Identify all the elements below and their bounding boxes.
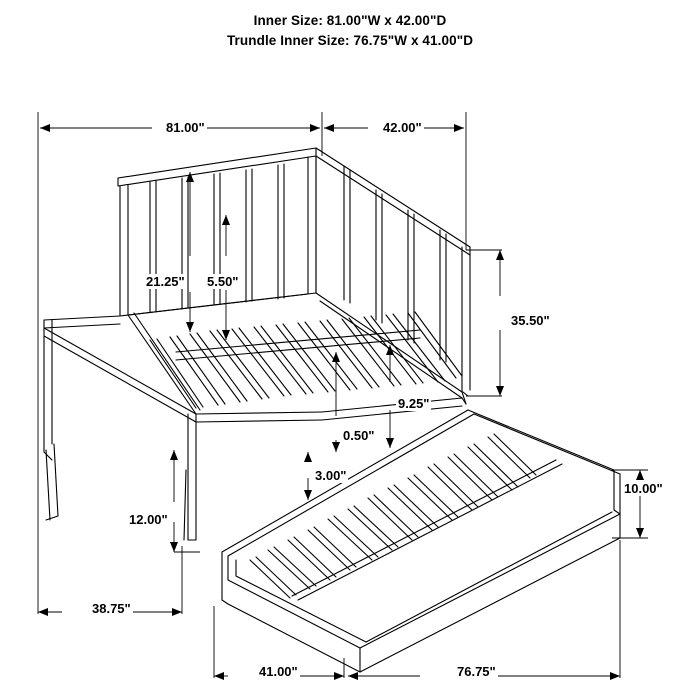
dimension-label-trundle-clearance: 3.00" xyxy=(315,468,347,483)
dimension-label-deck-height: 9.25" xyxy=(398,396,430,411)
dimension-label-trundle-width: 76.75" xyxy=(457,664,496,679)
dimension-label-back-rail-height: 21.25" xyxy=(146,274,185,289)
dimension-label-overall-height: 35.50" xyxy=(511,313,550,328)
dimension-label-slat-thickness: 0.50" xyxy=(343,428,375,443)
inner-size-title: Inner Size: 81.00"W x 42.00"D xyxy=(253,13,447,28)
dimension-label-rail-gap: 5.50" xyxy=(207,274,239,289)
trundle-inner-size-title: Trundle Inner Size: 76.75"W x 41.00"D xyxy=(226,33,474,48)
dimension-label-leg-height: 12.00" xyxy=(129,512,168,527)
dimension-label-trundle-depth: 41.00" xyxy=(259,664,298,679)
dimension-label-width-81: 81.00" xyxy=(166,120,205,135)
dimension-label-depth: 38.75" xyxy=(92,601,131,616)
dimension-label-width-42: 42.00" xyxy=(383,120,422,135)
dimension-label-trundle-height: 10.00" xyxy=(624,481,663,496)
